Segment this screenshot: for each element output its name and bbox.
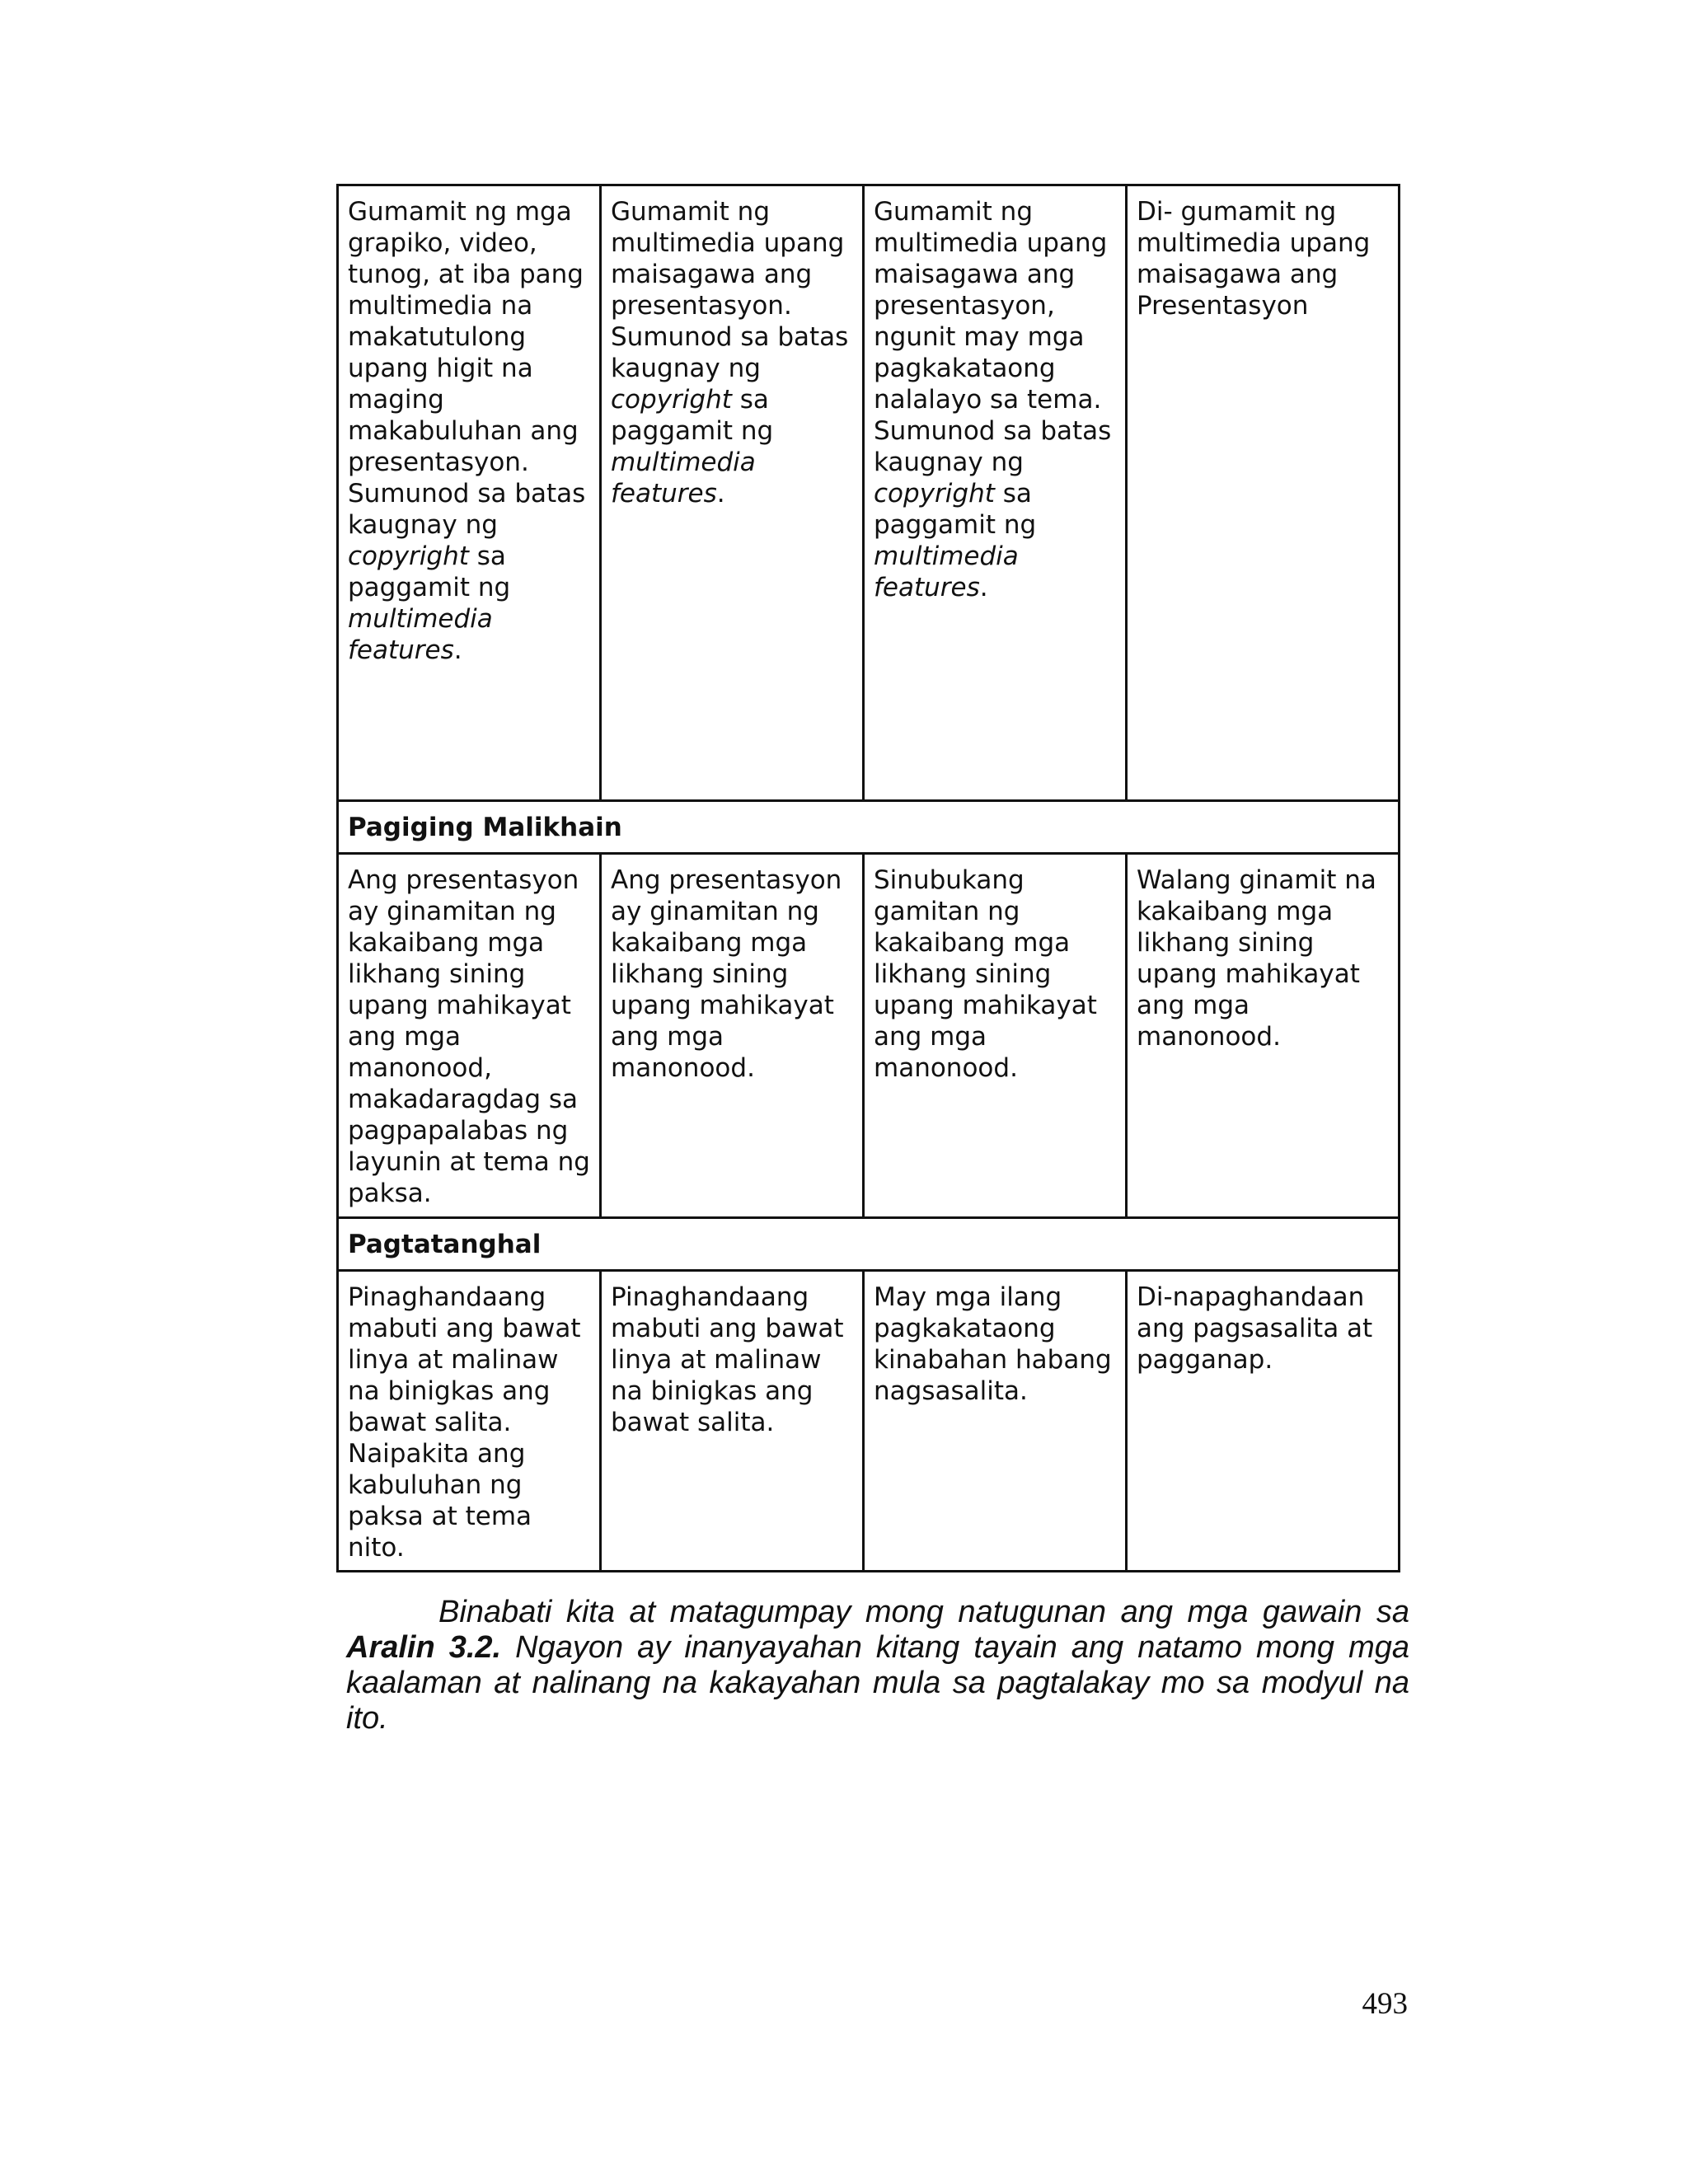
closing-lesson-ref: Aralin 3.2. [346, 1630, 502, 1665]
closing-paragraph [346, 1595, 1409, 1736]
closing-text-part2: Ngayon ay inanyayahan kitang tayain ang natamo mong mga kaalaman at nalinang na kakayahan mula sa pagtalakay mo sa modyul na ito. [346, 1630, 1409, 1736]
cell-text: sa paggamit ng [611, 385, 774, 446]
table-cell [1127, 185, 1400, 801]
table-row [338, 1271, 1400, 1572]
italic-term: multimedia features [348, 604, 493, 665]
italic-term: copyright [611, 385, 732, 415]
table-cell: Sinubukang gamitan ng kakaibang mga likhang sining upang mahikayat ang mga manonood. [864, 854, 1127, 1218]
italic-term: multimedia features [611, 448, 756, 509]
cell-text: Di- gumamit ng multimedia upang maisagawa ang Presentasyon [1137, 197, 1371, 321]
page-number: 493 [1362, 1987, 1408, 2021]
rubric-table [336, 184, 1400, 1572]
table-cell: Di-napaghandaan ang pagsasalita at pagganap. [1127, 1271, 1400, 1572]
table-cell: Ang presentasyon ay ginamitan ng kakaibang mga likhang sining upang mahikayat ang mga manonood. [601, 854, 864, 1218]
table-cell: Ang presentasyon ay ginamitan ng kakaibang mga likhang sining upang mahikayat ang mga manonood, makadaragdag sa pagpapalabas ng layunin at tema ng paksa. [338, 854, 601, 1218]
table-cell [601, 185, 864, 801]
cell-text: sa paggamit ng [348, 541, 511, 602]
table-row [338, 801, 1400, 854]
table-row [338, 854, 1400, 1218]
cell-text: Gumamit ng multimedia upang maisagawa ang presentasyon, ngunit may mga pagkakataong nalalayo sa tema. Sumunod sa batas kaugnay ng [874, 197, 1112, 477]
cell-text: . [716, 479, 725, 509]
table-cell [864, 185, 1127, 801]
italic-term: multimedia features [874, 541, 1019, 602]
cell-text: Gumamit ng multimedia upang maisagawa ang presentasyon. Sumunod sa batas kaugnay ng [611, 197, 849, 383]
cell-text: sa paggamit ng [874, 479, 1037, 540]
table-cell: Pinaghandaang mabuti ang bawat linya at malinaw na binigkas ang bawat salita. [601, 1271, 864, 1572]
table-row [338, 1218, 1400, 1271]
section-heading-pagiging-malikhain: Pagiging Malikhain [338, 801, 1400, 854]
cell-text: . [453, 635, 462, 665]
section-heading-pagtatanghal: Pagtatanghal [338, 1218, 1400, 1271]
closing-text-part1: Binabati kita at matagumpay mong natugunan ang mga gawain sa [438, 1595, 1409, 1629]
table-cell: Walang ginamit na kakaibang mga likhang sining upang mahikayat ang mga manonood. [1127, 854, 1400, 1218]
table-cell: May mga ilang pagkakataong kinabahan habang nagsasalita. [864, 1271, 1127, 1572]
italic-term: copyright [874, 479, 995, 509]
table-cell: Pinaghandaang mabuti ang bawat linya at malinaw na binigkas ang bawat salita. Naipakita ang kabuluhan ng paksa at tema nito. [338, 1271, 601, 1572]
italic-term: copyright [348, 541, 469, 571]
table-row [338, 185, 1400, 801]
cell-text: . [979, 573, 988, 602]
table-cell [338, 185, 601, 801]
cell-text: Gumamit ng mga grapiko, video, tunog, at iba pang multimedia na makatutulong upang higit na maging makabuluhan ang presentasyon. Sumunod sa batas kaugnay ng [348, 197, 586, 540]
